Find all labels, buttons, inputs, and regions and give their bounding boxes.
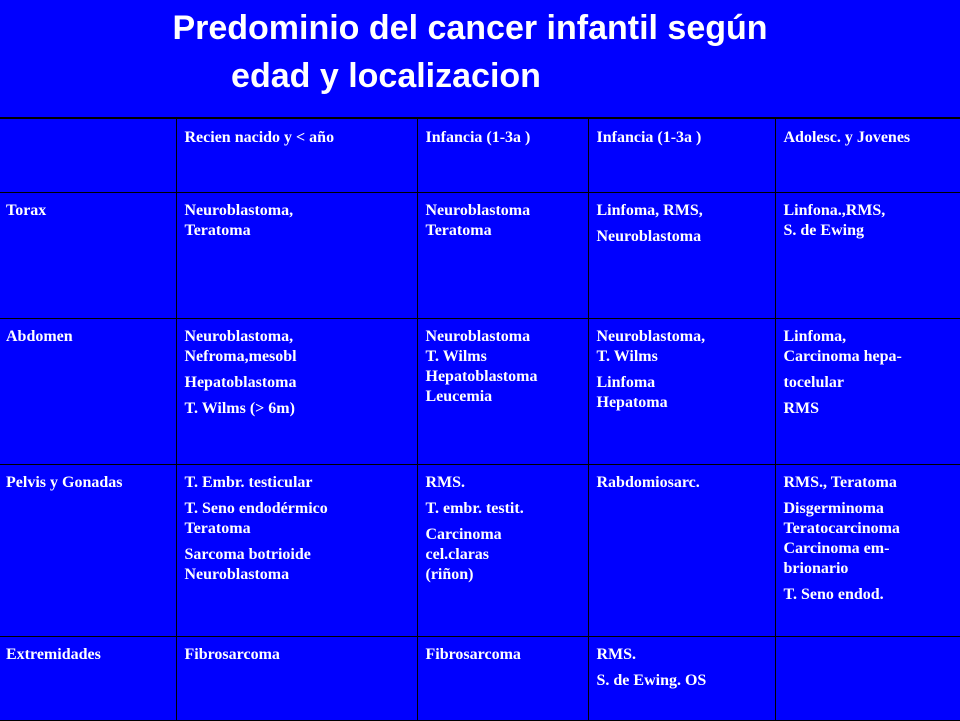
cell-text: Rabdomiosarc. <box>596 473 700 491</box>
table-cell <box>176 318 417 464</box>
cell-text: Teratoma <box>184 519 251 537</box>
cell-paragraph <box>185 645 411 665</box>
cell-paragraph <box>185 473 411 493</box>
cell-paragraph <box>597 373 769 413</box>
cell-text: Teratoma <box>425 221 492 239</box>
table-cell <box>417 192 588 318</box>
cell-text: cel.claras <box>425 545 490 563</box>
table-cell <box>417 464 588 636</box>
cell-text: Neuroblastoma <box>184 565 290 583</box>
table-cell <box>176 636 417 720</box>
cell-paragraph <box>185 327 411 367</box>
cell-paragraph <box>185 545 411 585</box>
cell-text: Fibrosarcoma <box>425 645 521 663</box>
cell-paragraph <box>426 473 582 493</box>
cell-text: Carcinoma em- <box>783 539 890 557</box>
header-cell: Adolesc. y Jovenes <box>775 118 960 192</box>
cell-paragraph <box>426 327 582 407</box>
cell-paragraph <box>784 373 955 393</box>
cell-text: T. Wilms <box>596 347 658 365</box>
title-line-2: edad y localizacion <box>231 57 541 95</box>
cell-paragraph <box>784 399 955 419</box>
row-label-extremidades: Extremidades <box>0 636 176 720</box>
cell-text: Carcinoma <box>425 525 502 543</box>
cell-paragraph <box>185 373 411 393</box>
cell-text: Neuroblastoma, <box>184 201 294 219</box>
cancer-table <box>0 117 960 721</box>
cell-text: Linfoma, <box>783 327 847 345</box>
cell-text: Neuroblastoma <box>425 201 531 219</box>
header-cell: Infancia (1-3a ) <box>588 118 775 192</box>
cell-text: Disgerminoma <box>783 499 884 517</box>
cell-text: S. de Ewing. OS <box>596 671 707 689</box>
cell-text: tocelular <box>783 373 844 391</box>
cell-text: Nefroma,mesobl <box>184 347 297 365</box>
cell-paragraph <box>597 473 769 493</box>
table-row <box>0 192 960 318</box>
cell-text: Carcinoma hepa- <box>783 347 902 365</box>
cell-text: Teratoma <box>184 221 251 239</box>
cell-text: T. Embr. testicular <box>184 473 313 491</box>
header-cell-empty <box>0 118 176 192</box>
cell-text: Linfona.,RMS, <box>783 201 886 219</box>
table-cell <box>588 192 775 318</box>
cell-text: (riñon) <box>425 565 474 583</box>
cell-paragraph <box>784 201 955 241</box>
cell-text: S. de Ewing <box>783 221 864 239</box>
cell-paragraph <box>597 227 769 247</box>
table-cell <box>417 636 588 720</box>
cell-text: Fibrosarcoma <box>184 645 280 663</box>
header-row <box>0 118 960 192</box>
table-cell <box>588 636 775 720</box>
cell-text: Leucemia <box>425 387 493 405</box>
cell-text: RMS <box>783 399 820 417</box>
table-cell <box>775 464 960 636</box>
table-cell <box>775 318 960 464</box>
table-cell <box>775 636 960 720</box>
header-cell: Recien nacido y < año <box>176 118 417 192</box>
cell-text: Hepatoblastoma <box>425 367 538 385</box>
cell-text: T. Wilms (> 6m) <box>184 399 295 417</box>
table-cell <box>588 318 775 464</box>
cell-paragraph <box>185 499 411 539</box>
cell-paragraph <box>784 327 955 367</box>
table-cell <box>775 192 960 318</box>
cell-text: RMS. <box>596 645 637 663</box>
title-line-1: Predominio del cancer infantil según <box>172 9 768 47</box>
cell-text: T. embr. testit. <box>425 499 524 517</box>
cell-text: Hepatoma <box>596 393 668 411</box>
cell-paragraph <box>426 201 582 241</box>
cell-paragraph <box>426 645 582 665</box>
header-cell: Infancia (1-3a ) <box>417 118 588 192</box>
table-row <box>0 464 960 636</box>
cell-text: Neuroblastoma <box>425 327 531 345</box>
cell-text: RMS., Teratoma <box>783 473 897 491</box>
cell-paragraph <box>784 499 955 579</box>
cell-text: Hepatoblastoma <box>184 373 297 391</box>
cell-paragraph <box>426 499 582 519</box>
cell-text: brionario <box>783 559 849 577</box>
table-cell <box>176 464 417 636</box>
table-cell <box>588 464 775 636</box>
row-label-pelvis-gonadas: Pelvis y Gonadas <box>0 464 176 636</box>
cell-text: Teratocarcinoma <box>783 519 900 537</box>
row-label-abdomen: Abdomen <box>0 318 176 464</box>
cell-text: T. Seno endod. <box>783 585 884 603</box>
cell-paragraph <box>597 201 769 221</box>
cell-paragraph <box>185 399 411 419</box>
cell-paragraph <box>426 525 582 585</box>
table-row <box>0 318 960 464</box>
cell-paragraph <box>185 201 411 241</box>
cell-text: Neuroblastoma <box>596 227 702 245</box>
cell-text: Linfoma, RMS, <box>596 201 703 219</box>
cell-paragraph <box>597 327 769 367</box>
cell-text: T. Wilms <box>425 347 487 365</box>
cell-text: Neuroblastoma, <box>596 327 706 345</box>
cell-text: T. Seno endodérmico <box>184 499 328 517</box>
table-cell <box>176 192 417 318</box>
cell-text: RMS. <box>425 473 466 491</box>
table-row <box>0 636 960 720</box>
cell-paragraph <box>784 473 955 493</box>
cell-paragraph <box>597 671 769 691</box>
cell-paragraph <box>597 645 769 665</box>
cell-text: Sarcoma botrioide <box>184 545 311 563</box>
slide-title <box>0 4 960 100</box>
row-label-torax: Torax <box>0 192 176 318</box>
cell-text: Linfoma <box>596 373 656 391</box>
cell-paragraph <box>784 585 955 605</box>
table-cell <box>417 318 588 464</box>
cell-text: Neuroblastoma, <box>184 327 294 345</box>
